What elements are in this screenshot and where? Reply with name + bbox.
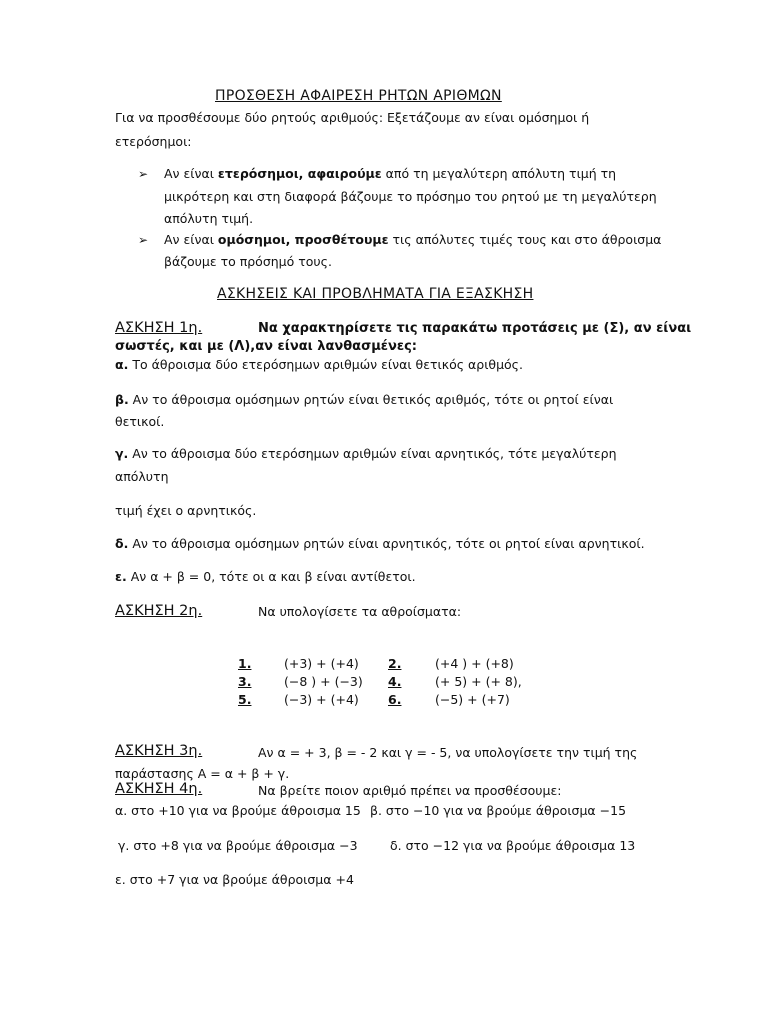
ex1-instruction-2: σωστές, και με (Λ),αν είναι λανθασμένες: — [115, 339, 418, 354]
ex4-item-d: δ. στο −12 για να βρούμε άθροισμα 13 — [390, 838, 636, 853]
sum-expr-6: (−5) + (+7) — [435, 692, 510, 707]
sum-number-3: 3. — [238, 674, 252, 689]
ex3-instruction-1: Αν α = + 3, β = - 2 και γ = - 5, να υπολογίσετε την τιμή της — [258, 745, 638, 760]
item-text: Αν το άθροισμα ομόσημων ρητών είναι θετικός αριθμός, τότε οι ρητοί είναι — [128, 392, 614, 407]
sum-expr-3: (−8 ) + (−3) — [284, 674, 363, 689]
item-letter: α. — [115, 357, 129, 372]
ex3-label: ΑΣΚΗΣΗ 3η. — [115, 743, 203, 759]
bullet-1-line-3: απόλυτη τιμή. — [164, 211, 254, 226]
ex4-item-c: γ. στο +8 για να βρούμε άθροισμα −3 — [118, 838, 358, 853]
sum-expr-1: (+3) + (+4) — [284, 656, 359, 671]
bullet-2-bold: ομόσημοι, προσθέτουμε — [217, 232, 389, 247]
ex1-item-c — [115, 446, 617, 461]
ex1-item-d — [115, 536, 645, 551]
sum-expr-2: (+4 ) + (+8) — [435, 656, 514, 671]
ex3-instruction-2: παράστασης Α = α + β + γ. — [115, 766, 290, 781]
bullet-1-line-1 — [164, 166, 616, 181]
bullet-2-pre: Αν είναι — [164, 232, 218, 247]
bullet-1-bold: ετερόσημοι, αφαιρούμε — [217, 166, 382, 181]
sum-number-1: 1. — [238, 656, 252, 671]
sum-expr-5: (−3) + (+4) — [284, 692, 359, 707]
ex2-instruction: Να υπολογίσετε τα αθροίσματα: — [258, 604, 462, 619]
item-text: Αν το άθροισμα δύο ετερόσημων αριθμών είναι αρνητικός, τότε μεγαλύτερη — [128, 446, 617, 461]
section-title: ΑΣΚΗΣΕΙΣ ΚΑΙ ΠΡΟΒΛΗΜΑΤΑ ΓΙΑ ΕΞΑΣΚΗΣΗ — [217, 286, 534, 302]
ex4-label: ΑΣΚΗΣΗ 4η. — [115, 781, 203, 797]
sum-expr-4: (+ 5) + (+ 8), — [435, 674, 522, 689]
sum-number-4: 4. — [388, 674, 402, 689]
ex1-item-e — [115, 569, 416, 584]
ex1-instruction-1: Να χαρακτηρίσετε τις παρακάτω προτάσεις με (Σ), αν είναι — [258, 321, 692, 336]
ex1-item-b — [115, 392, 613, 407]
sum-number-5: 5. — [238, 692, 252, 707]
arrow-bullet-icon: ➢ — [138, 233, 149, 247]
ex4-instruction: Να βρείτε ποιον αριθμό πρέπει να προσθέσουμε: — [258, 783, 562, 798]
bullet-1-post: από τη μεγαλύτερη απόλυτη τιμή τη — [381, 166, 617, 181]
intro-line-1: Για να προσθέσουμε δύο ρητούς αριθμούς: Εξετάζουμε αν είναι ομόσημοι ή — [115, 110, 590, 125]
intro-line-2: ετερόσημοι: — [115, 134, 192, 149]
item-letter: β. — [115, 392, 129, 407]
sum-number-2: 2. — [388, 656, 402, 671]
item-text: Το άθροισμα δύο ετερόσημων αριθμών είναι θετικός αριθμός. — [128, 357, 523, 372]
sum-number-6: 6. — [388, 692, 402, 707]
ex1-item-a — [115, 357, 523, 372]
item-letter: ε. — [115, 569, 127, 584]
arrow-bullet-icon: ➢ — [138, 167, 149, 181]
ex4-item-b: β. στο −10 για να βρούμε άθροισμα −15 — [370, 803, 627, 818]
item-text: Αν το άθροισμα ομόσημων ρητών είναι αρνητικός, τότε οι ρητοί είναι αρνητικοί. — [128, 536, 645, 551]
bullet-2-line-2: βάζουμε το πρόσημό τους. — [164, 254, 332, 269]
bullet-1-pre: Αν είναι — [164, 166, 218, 181]
page-title: ΠΡΟΣΘΕΣΗ ΑΦΑΙΡΕΣΗ ΡΗΤΩΝ ΑΡΙΘΜΩΝ — [215, 88, 502, 104]
ex4-item-e: ε. στο +7 για να βρούμε άθροισμα +4 — [115, 872, 354, 887]
item-letter: γ. — [115, 446, 129, 461]
ex1-item-b-cont: θετικοί. — [115, 414, 165, 429]
bullet-2-line-1 — [164, 232, 661, 247]
ex1-item-c-cont-2: τιμή έχει ο αρνητικός. — [115, 503, 257, 518]
item-letter: δ. — [115, 536, 129, 551]
bullet-2-post: τις απόλυτες τιμές τους και στο άθροισμα — [388, 232, 662, 247]
bullet-1-line-2: μικρότερη και στη διαφορά βάζουμε το πρόσημο του ρητού με τη μεγαλύτερη — [164, 189, 657, 204]
item-text: Αν α + β = 0, τότε οι α και β είναι αντίθετοι. — [126, 569, 416, 584]
ex1-label: ΑΣΚΗΣΗ 1η. — [115, 320, 203, 336]
ex1-item-c-cont: απόλυτη — [115, 469, 169, 484]
ex2-label: ΑΣΚΗΣΗ 2η. — [115, 603, 203, 619]
ex4-item-a: α. στο +10 για να βρούμε άθροισμα 15 — [115, 803, 361, 818]
